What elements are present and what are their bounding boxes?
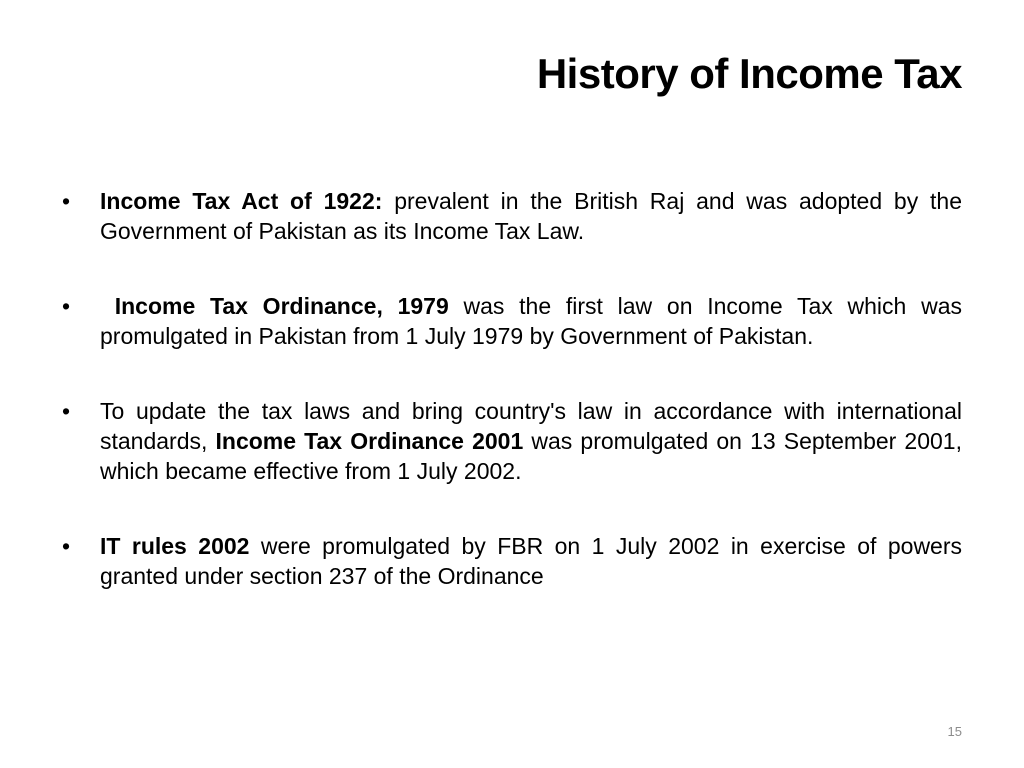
bullet-text: were promulgated by FBR on 1 July 2002 in exercise of powers granted under section 237 of the Ordinance (100, 533, 962, 589)
bullet-dot-icon: • (62, 188, 71, 214)
bullet-dot-icon: • (62, 293, 71, 319)
bullet-item-1922 (62, 186, 962, 246)
slide-title: History of Income Tax (536, 50, 962, 97)
bullet-text: was the first law on Income Tax which was promulgated in Pakistan from 1 July 1979 by Government of Pakistan. (100, 293, 962, 349)
bullet-text: prevalent in the British Raj and was adopted by the Government of Pakistan as its Income Tax Law. (100, 188, 962, 244)
bullet-item-1979 (62, 291, 962, 351)
bullet-heading: IT rules 2002 (100, 533, 250, 559)
bullet-heading: Income Tax Act of 1922: (100, 188, 383, 214)
bullet-heading: Income Tax Ordinance, 1979 (100, 293, 449, 319)
page-number: 15 (947, 724, 962, 739)
bullet-dot-icon: • (62, 533, 71, 559)
bullet-list (62, 186, 962, 636)
bullet-item-it-rules (62, 531, 962, 591)
bullet-heading: Income Tax Ordinance 2001 (215, 428, 524, 454)
bullet-dot-icon: • (62, 398, 71, 424)
bullet-lead-text: To update the tax laws and bring country's law in accordance with international standards, (100, 398, 962, 454)
bullet-text: was promulgated on 13 September 2001, which became effective from 1 July 2002. (100, 428, 962, 484)
bullet-item-2001 (62, 396, 962, 486)
